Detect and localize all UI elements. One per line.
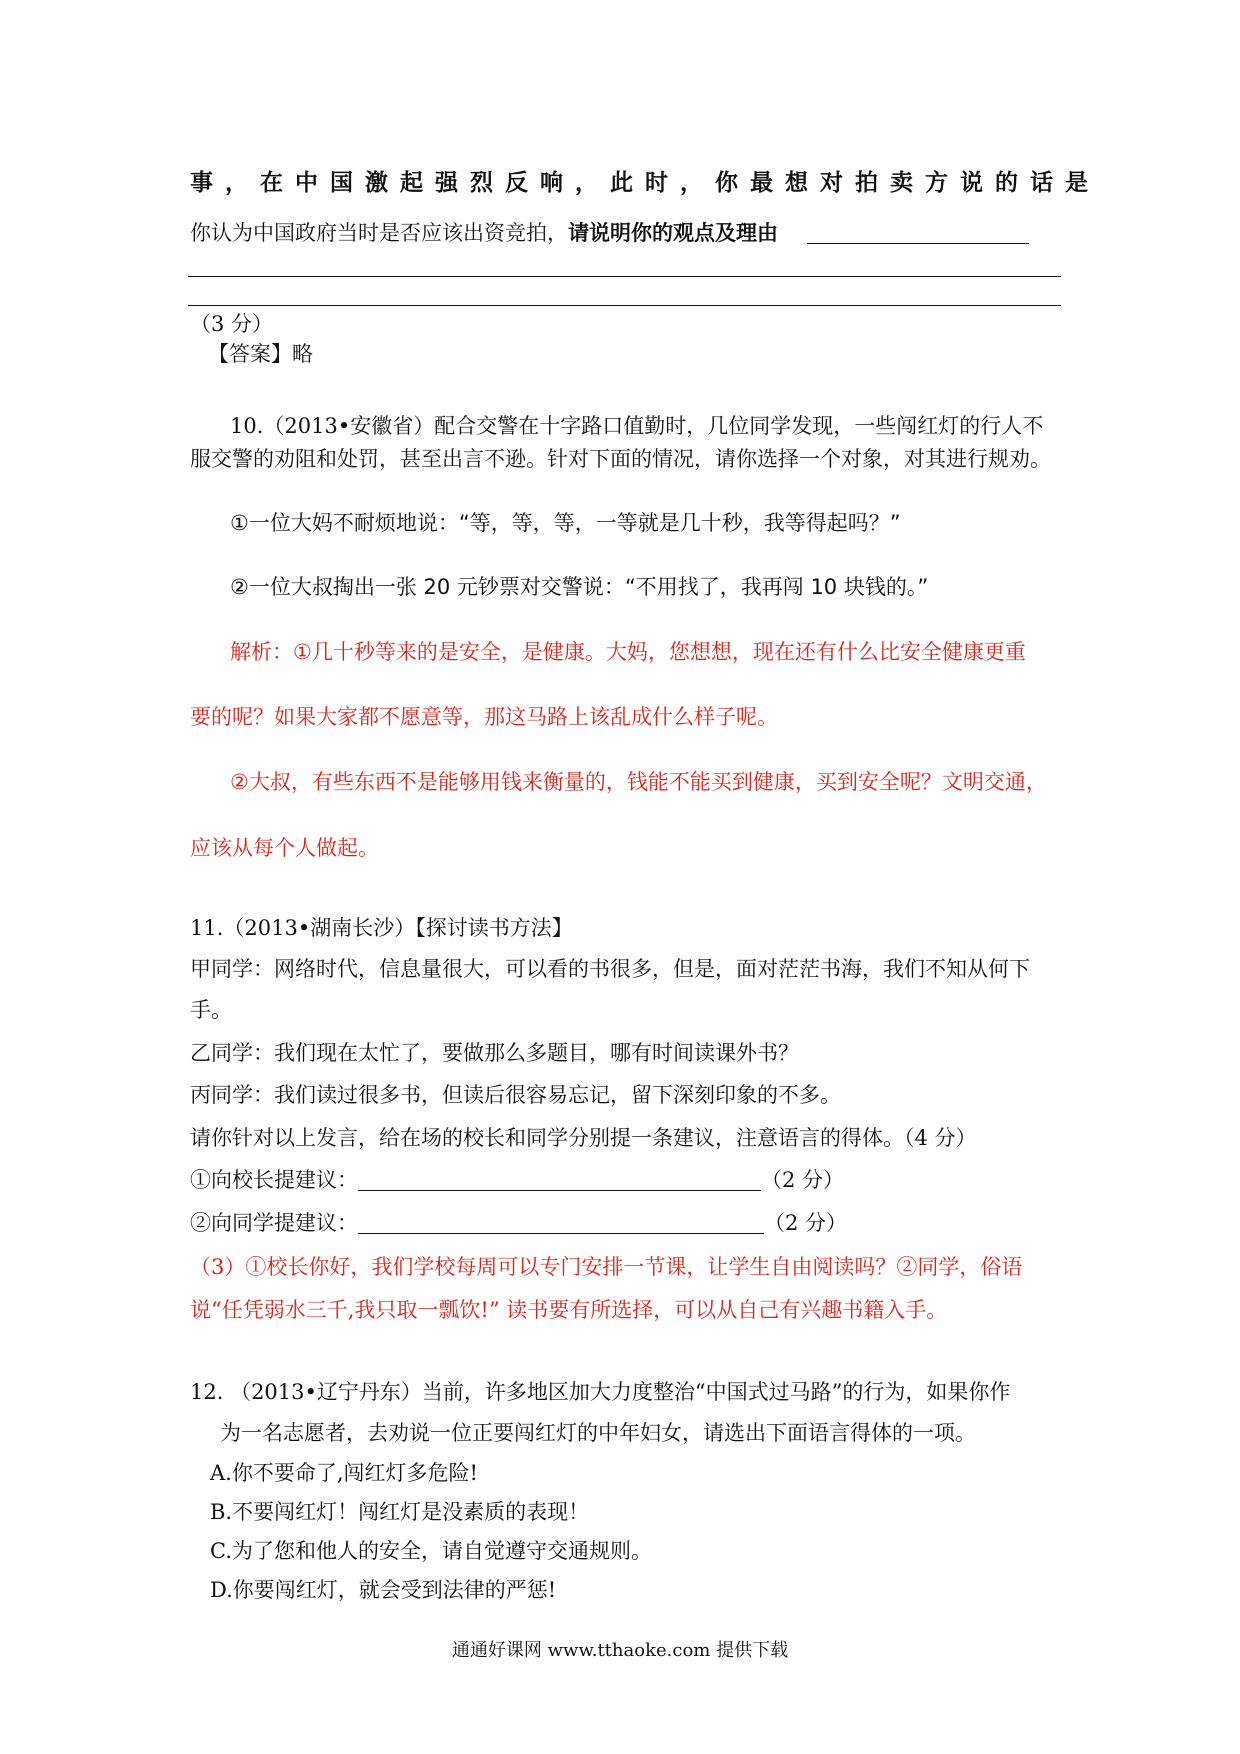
q10-line2: 服交警的劝阻和处罚，甚至出言不逊。针对下面的情况，请你选择一个对象，对其进行规劝。 <box>190 447 1051 471</box>
q12-option-b[interactable]: B.不要闯红灯！闯红灯是没素质的表现！ <box>210 1500 590 1524</box>
q9-answer-line-1[interactable] <box>188 276 1061 277</box>
q12-option-a[interactable]: A.你不要命了,闯红灯多危险! <box>210 1461 478 1485</box>
q12-line1: 12. （2013•辽宁丹东）当前，许多地区加大力度整治“中国式过马路”的行为，如果你作 <box>190 1380 1011 1404</box>
q11-yi: 乙同学：我们现在太忙了，要做那么多题目，哪有时间读课外书？ <box>190 1041 799 1065</box>
q9-score: （3 分） <box>190 312 274 336</box>
q10-analysis2-a: ②大叔，有些东西不是能够用钱来衡量的，钱能不能买到健康，买到安全呢？文明交通， <box>230 770 1047 794</box>
q9-answer-blank[interactable] <box>807 221 1029 244</box>
q12-line2: 为一名志愿者，去劝说一位正要闯红灯的中年妇女，请选出下面语言得体的一项。 <box>220 1421 976 1445</box>
q9-answer: 【答案】略 <box>208 342 313 366</box>
q11-jia-b: 手。 <box>190 998 232 1022</box>
q11-item1 <box>190 1165 1060 1195</box>
q11-item2-label: ②向同学提建议： <box>190 1211 358 1235</box>
q12-option-c[interactable]: C.为了您和他人的安全，请自觉遵守交通规则。 <box>210 1539 652 1563</box>
q11-item2-blank[interactable] <box>358 1211 764 1234</box>
q11-bing: 丙同学：我们读过很多书，但读后很容易忘记，留下深刻印象的不多。 <box>190 1083 841 1107</box>
q11-item1-blank[interactable] <box>358 1168 761 1191</box>
q11-answer-a: （3）①校长你好，我们学校每周可以专门安排一节课，让学生自由阅读吗？②同学，俗语 <box>190 1255 1023 1279</box>
q9-answer-line-2[interactable] <box>188 305 1061 306</box>
q10-case2: ②一位大叔掏出一张 20 元钞票对交警说：“不用找了，我再闯 10 块钱的。” <box>230 575 929 599</box>
q11-item2 <box>190 1208 1060 1238</box>
q11-answer-b: 说“任凭弱水三千,我只取一瓢饮!” 读书要有所选择，可以从自己有兴趣书籍入手。 <box>190 1298 948 1322</box>
q10-line1: 10.（2013•安徽省）配合交警在十字路口值勤时，几位同学发现，一些闯红灯的行人不 <box>230 414 1044 438</box>
q9-instruction: 请说明你的观点及理由 <box>568 220 778 245</box>
q11-jia-a: 甲同学：网络时代，信息量很大，可以看的书很多，但是，面对茫茫书海，我们不知从何下 <box>190 957 1030 981</box>
q11-prompt: 请你针对以上发言，给在场的校长和同学分别提一条建议，注意语言的得体。（4 分） <box>190 1126 977 1150</box>
q12-option-d[interactable]: D.你要闯红灯，就会受到法律的严惩! <box>210 1578 557 1602</box>
q11-item2-score: （2 分） <box>764 1211 848 1235</box>
q9-line2 <box>190 218 1060 248</box>
q11-item1-score: （2 分） <box>761 1168 845 1192</box>
q10-analysis2-b: 应该从每个人做起。 <box>190 836 379 860</box>
q11-item1-label: ①向校长提建议： <box>190 1168 358 1192</box>
q9-question: 你认为中国政府当时是否应该出资竞拍， <box>190 221 568 245</box>
page-footer: 通通好课网 www.tthaoke.com 提供下载 <box>451 1640 789 1661</box>
q11-title: 11.（2013•湖南长沙）【探讨读书方法】 <box>190 916 573 940</box>
q9-line1: 事，在中国激起强烈反响，此时，你最想对拍卖方说的话是 <box>190 169 1100 196</box>
q10-analysis1-b: 要的呢？如果大家都不愿意等，那这马路上该乱成什么样子呢。 <box>190 705 778 729</box>
q10-analysis1-a: 解析：①几十秒等来的是安全，是健康。大妈，您想想，现在还有什么比安全健康更重 <box>230 640 1026 664</box>
q10-case1: ①一位大妈不耐烦地说：“等，等，等，一等就是几十秒，我等得起吗？” <box>230 511 901 535</box>
